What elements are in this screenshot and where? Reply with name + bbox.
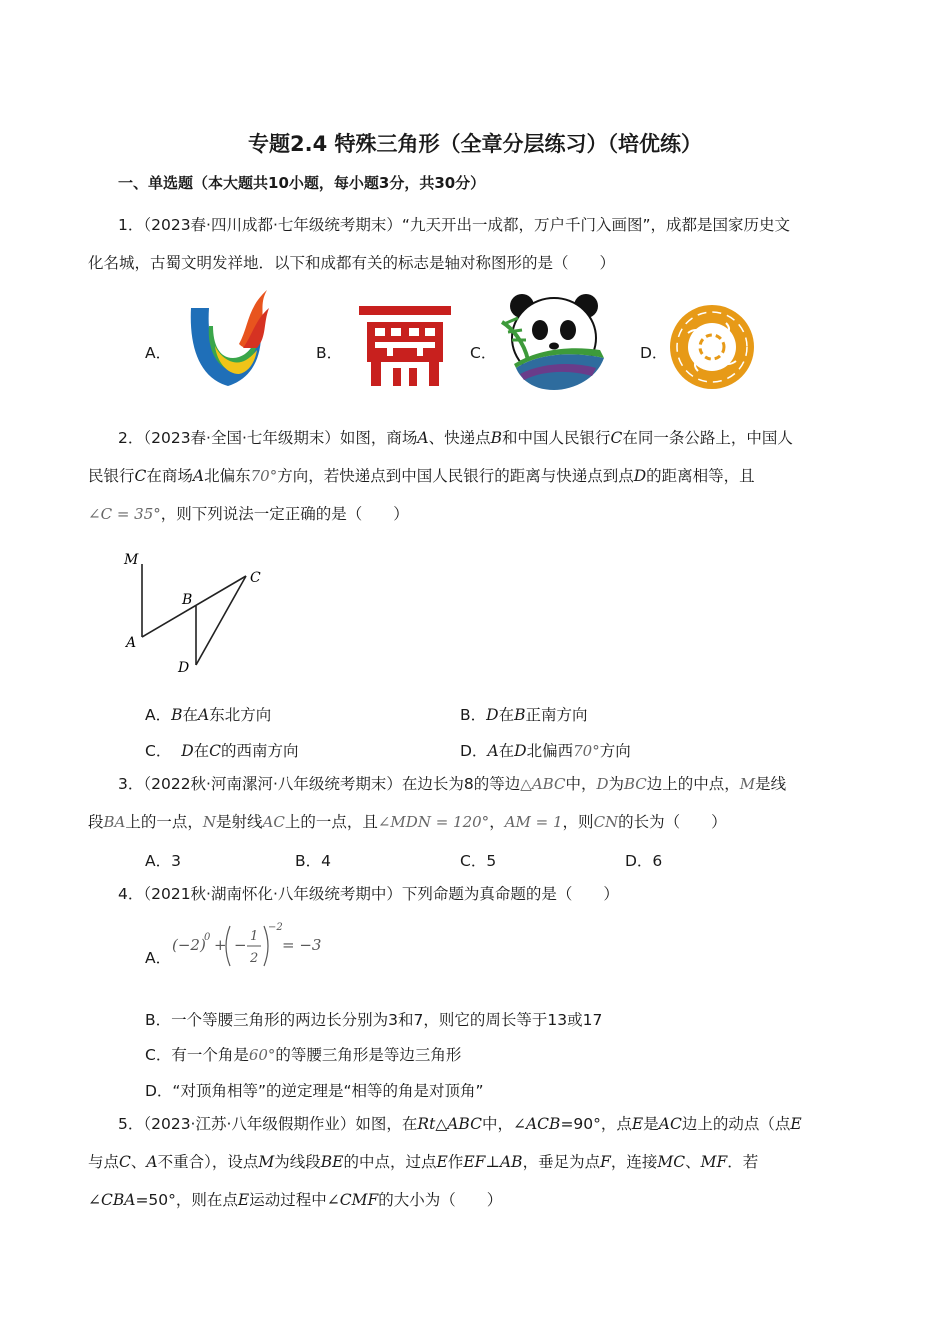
fig-label-m: M — [124, 552, 139, 568]
q4-option-a-expression — [170, 918, 330, 974]
q2-option-d: D．A在D北偏西70°方向 — [460, 742, 631, 760]
svg-text:1: 1 — [250, 929, 259, 944]
q5-line2: 与点C、A不重合），设点M为线段BE的中点，过点E作EF⊥AB，垂足为点F，连接MC、MF．若 — [88, 1153, 759, 1171]
svg-text:−2: −2 — [268, 922, 283, 933]
q4-option-a-label: A． — [145, 949, 172, 967]
q3-line1: 3．（2022秋·河南漯河·八年级统考期末）在边长为8的等边△ABC中，D为BC边上的中点，M是线 — [118, 775, 787, 793]
segment-cd — [196, 576, 246, 665]
q3-option-c: C．5 — [460, 852, 497, 870]
q1-line1: 1．（2023春·四川成都·七年级统考期末）“九天开出一成都，万户千门入画图”，成都是国家历史文 — [118, 216, 790, 234]
sun-bird-ring-logo-icon — [668, 303, 756, 391]
q2-line3: ∠C = 35°，则下列说法一定正确的是（ ） — [88, 505, 409, 523]
q2-option-c: C． D在C的西南方向 — [145, 742, 299, 760]
shu-seal-logo-icon — [357, 304, 453, 388]
q4-stem: 4．（2021秋·湖南怀化·八年级统考期中）下列命题为真命题的是（ ） — [118, 885, 619, 903]
fig-label-b: B — [182, 592, 193, 608]
q5-line3: ∠CBA=50°，则在点E运动过程中∠CMF的大小为（ ） — [88, 1191, 503, 1209]
q1-option-c-label: C． — [470, 344, 497, 362]
fig-label-c: C — [250, 570, 261, 586]
q3-line2: 段BA上的一点，N是射线AC上的一点，且∠MDN = 120°，AM = 1，则CN的长为（ ） — [88, 813, 727, 831]
q1-line2: 化名城，古蜀文明发祥地．以下和成都有关的标志是轴对称图形的是（ ） — [88, 254, 616, 272]
q2-option-b: B．D在B正南方向 — [460, 706, 588, 724]
svg-text:2: 2 — [250, 951, 259, 966]
page-title: 专题2.4 特殊三角形（全章分层练习）（培优练） — [247, 132, 702, 156]
section-heading: 一、单选题（本大题共10小题，每小题3分，共30分） — [118, 174, 486, 192]
svg-text:+: + — [214, 936, 227, 954]
segment-ac — [142, 576, 246, 637]
svg-text:= −3: = −3 — [282, 936, 322, 954]
q3-option-d: D．6 — [625, 852, 663, 870]
fig-label-d: D — [178, 660, 190, 676]
q4-option-c: C．有一个角是60°的等腰三角形是等边三角形 — [145, 1046, 462, 1064]
q2-line1: 2．（2023春·全国·七年级期末）如图，商场A、快递点B和中国人民银行C在同一条公路上，中国人 — [118, 429, 793, 447]
q1-option-a-label: A． — [145, 344, 172, 362]
svg-text:0: 0 — [204, 932, 211, 943]
q3-option-a: A．3 — [145, 852, 181, 870]
q3-option-b: B．4 — [295, 852, 331, 870]
q4-option-b: B．一个等腰三角形的两边长分别为3和7，则它的周长等于13或17 — [145, 1011, 603, 1029]
svg-text:−: − — [234, 936, 247, 954]
q2-option-a: A．B在A东北方向 — [145, 706, 272, 724]
q2-figure — [118, 548, 278, 678]
fig-label-a: A — [126, 635, 137, 651]
q1-option-b-label: B． — [316, 344, 343, 362]
q2-line2: 民银行C在商场A北偏东70°方向，若快递点到中国人民银行的距离与快递点到点D的距离相等，且 — [88, 467, 755, 485]
q1-option-d-label: D． — [640, 344, 668, 362]
panda-logo-icon — [500, 288, 608, 392]
q4-option-d: D．“对顶角相等”的逆定理是“相等的角是对顶角” — [145, 1082, 484, 1100]
q5-line1: 5．（2023·江苏·八年级假期作业）如图，在Rt△ABC中，∠ACB=90°，点E是AC边上的动点（点E — [118, 1115, 802, 1133]
flame-u-logo-icon — [183, 286, 273, 392]
svg-text:(−2): (−2) — [172, 936, 206, 954]
